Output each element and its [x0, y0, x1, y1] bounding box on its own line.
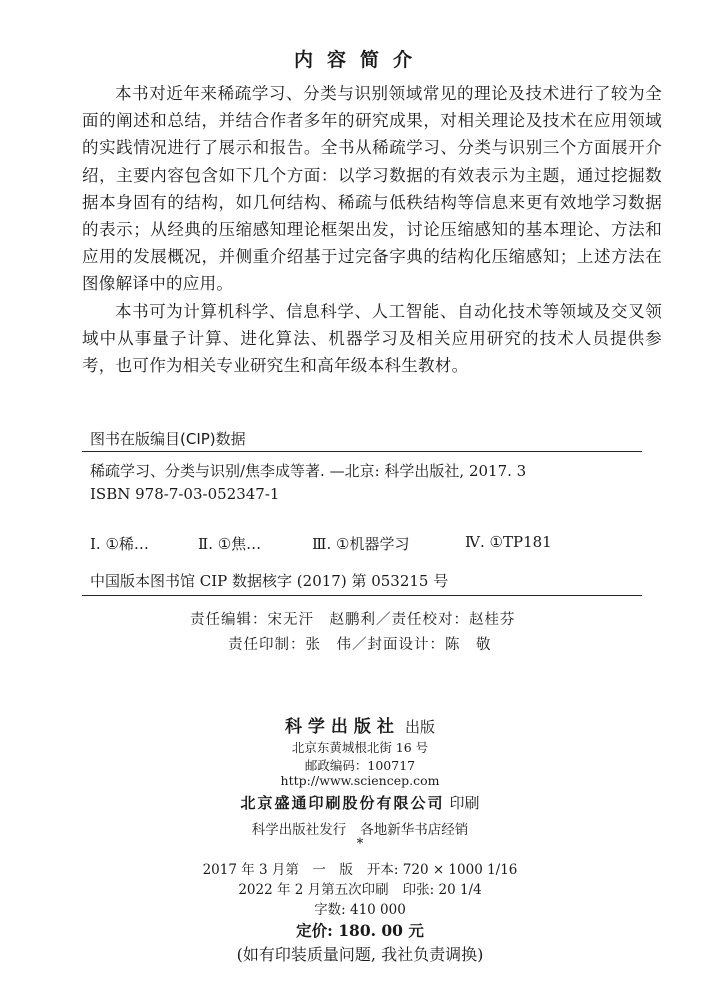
separator-star: * [356, 836, 364, 852]
printer-suffix: 印刷 [449, 794, 480, 812]
intro-paragraph: 本书对近年来稀疏学习、分类与识别领域常见的理论及技术进行了较为全面的阐述和总结，并结合作者多年的研究成果，对相关理论及技术在应用领域的实践情况进行了展示和报告。全书从稀疏学习、分类与识别三个方面展开介绍，主要内容包含如下几个方面：以学习数据的有效表示为主题，通过挖掘数据本身固有的结构，如几何结构、稀疏与低秩结构等信息来更有效地学习数据的表示；从经典的压缩感知理论框架出发，讨论压缩感知的基本理论、方法和应用的发展概况，并侧重介绍基于过完备字典的结构化压缩感知；上述方法在图像解译中的应用。 [82, 84, 662, 294]
publisher-url: http://www.sciencep.com [280, 773, 440, 788]
distribution-publisher: 科学出版社发行 [251, 822, 347, 838]
cip-title-line: 稀疏学习、分类与识别/焦李成等著. —北京: 科学出版社, 2017. 3 [90, 462, 527, 480]
impression: 2022 年 2 月第五次印刷 [238, 882, 389, 898]
printer-name: 北京盛通印刷股份有限公司 [240, 794, 445, 812]
cip-top-rule [82, 451, 642, 452]
distribution-bookstores: 各地新华书店经销 [360, 822, 469, 838]
quality-note: (如有印装质量问题, 我社负责调换) [236, 945, 484, 964]
impression-line [0, 878, 720, 898]
page-title: 内容简介 [293, 49, 426, 71]
sheets: 印张: 20 1/4 [402, 882, 482, 898]
staff-editors: 责任编辑：宋无汗 赵鹏利／责任校对：赵桂芬 [190, 612, 516, 628]
cip-class-3: Ⅲ. ①机器学习 [312, 535, 410, 553]
cip-header: 图书在版编目(CIP)数据 [90, 430, 246, 448]
publisher-address: 北京东黄城根北街 16 号 [291, 740, 429, 755]
printer-line [0, 792, 720, 813]
cip-class-2: Ⅱ. ①焦… [198, 535, 262, 553]
intro-paragraph: 本书可为计算机科学、信息科学、人工智能、自动化技术等领域及交叉领域中从事量子计算、进化算法、机器学习及相关应用研究的技术人员提供参考，也可作为相关专业研究生和高年级本科生教材。 [82, 301, 662, 376]
publisher-name: 科学出版社 [284, 717, 400, 737]
staff-printing-design: 责任印制：张 伟／封面设计：陈 敬 [228, 637, 492, 653]
format: 开本: 720 × 1000 1/16 [366, 862, 518, 878]
intro-section [82, 80, 662, 379]
cip-isbn: ISBN 978-7-03-052347-1 [90, 485, 280, 503]
cip-bottom-rule [82, 595, 642, 596]
cip-class-4: Ⅳ. ①TP181 [465, 533, 552, 551]
edition-line [0, 858, 720, 878]
wordcount: 字数: 410 000 [314, 902, 406, 918]
distribution-line [0, 818, 720, 838]
cip-core-number: 中国版本图书馆 CIP 数据核字 (2017) 第 053215 号 [90, 572, 449, 590]
publisher-suffix: 出版 [405, 718, 436, 736]
price: 定价: 180. 00 元 [296, 921, 424, 940]
publisher-line [0, 712, 720, 737]
edition: 2017 年 3 月第 一 版 [202, 862, 353, 878]
cip-class-1: Ⅰ. ①稀… [90, 535, 149, 553]
publisher-postcode: 邮政编码：100717 [304, 758, 416, 773]
